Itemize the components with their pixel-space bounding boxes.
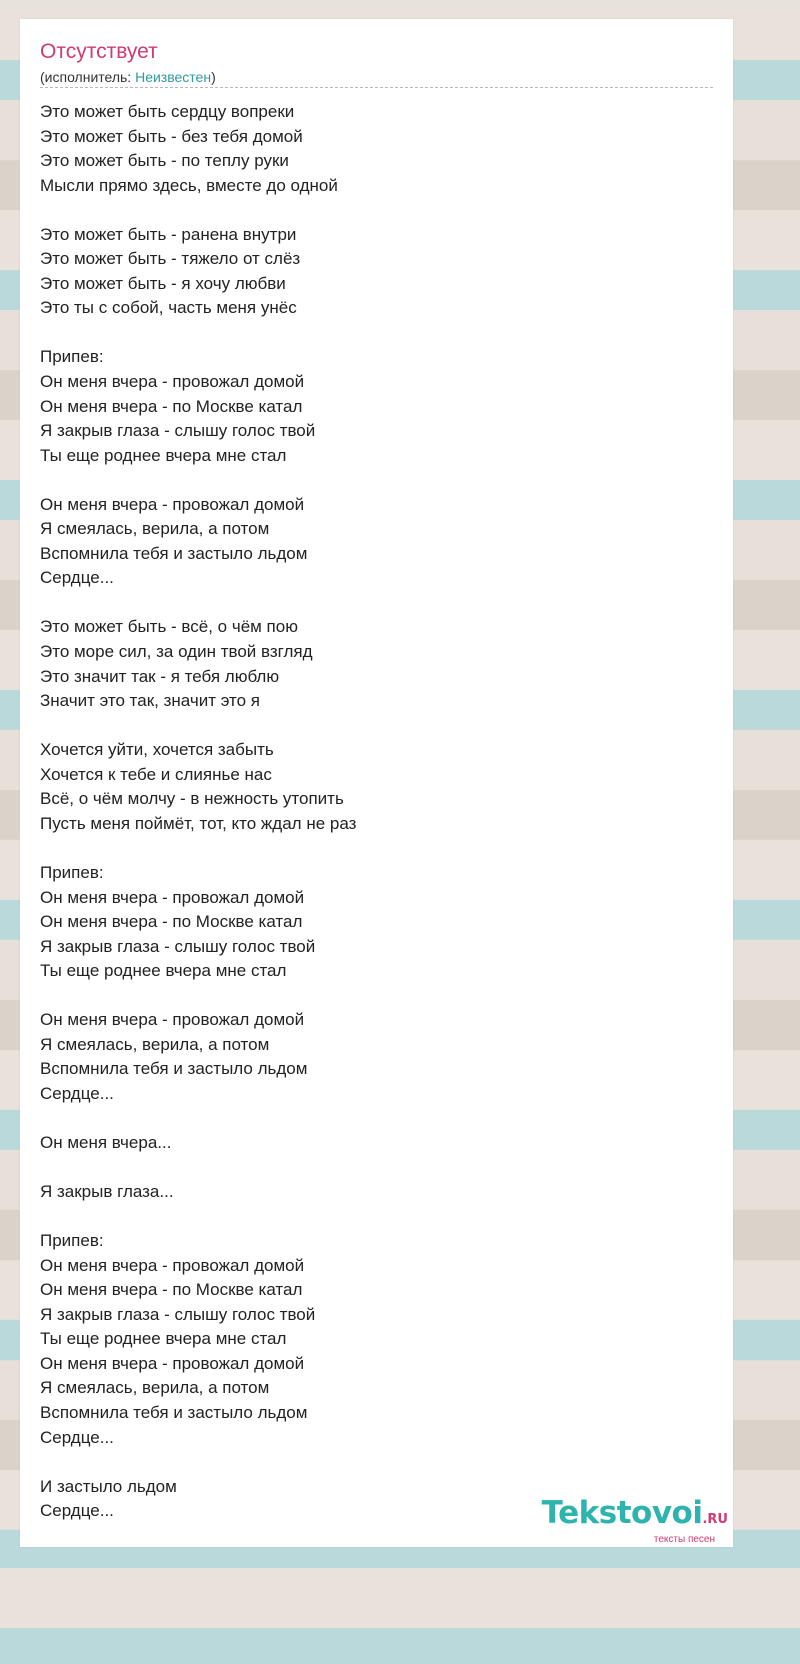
lyrics-blank-line (40, 321, 680, 346)
artist-link[interactable]: Неизвестен (135, 69, 212, 85)
lyrics-line: Припев: (40, 347, 104, 367)
lyrics-blank-line (40, 1205, 680, 1230)
performer-line (40, 69, 216, 85)
lyrics-blank-line (40, 836, 680, 861)
lyrics-line: Он меня вчера - провожал домой (40, 1255, 305, 1275)
lyrics-line: Это может быть - я хочу любви (40, 273, 286, 293)
dashed-divider (40, 87, 713, 88)
lyrics-line: Это море сил, за один твой взгляд (40, 642, 313, 662)
lyrics-line: Это может быть - без тебя домой (40, 126, 303, 146)
site-logo[interactable] (542, 1497, 728, 1545)
lyrics-line: Это ты с собой, часть меня унёс (40, 298, 297, 318)
lyrics-line: Я смеялась, верила, а потом (40, 1378, 270, 1398)
lyrics-line: Я закрыв глаза... (40, 1182, 174, 1202)
lyrics-line: Вспомнила тебя и застыло льдом (40, 543, 308, 563)
lyrics-line: Я закрыв глаза - слышу голос твой (40, 1304, 316, 1324)
lyrics-line: Он меня вчера - провожал домой (40, 1010, 305, 1030)
lyrics-line: Припев: (40, 862, 104, 882)
lyrics-blank-line (40, 198, 680, 223)
lyrics-line: Он меня вчера - провожал домой (40, 494, 305, 514)
lyrics-line: Хочется к тебе и слиянье нас (40, 764, 272, 784)
lyrics-blank-line (40, 984, 680, 1009)
lyrics-line: Это может быть - всё, о чём пою (40, 617, 298, 637)
lyrics-sheet (20, 19, 733, 1547)
lyrics-line: Это может быть - по теплу руки (40, 151, 289, 171)
lyrics-line: Я смеялась, верила, а потом (40, 1034, 270, 1054)
logo-suffix: .RU (702, 1512, 728, 1527)
performer-prefix: (исполнитель: (40, 69, 136, 85)
lyrics-line: Припев: (40, 1231, 104, 1251)
performer-suffix: ) (211, 69, 216, 85)
song-title: Отсутствует (40, 40, 158, 63)
lyrics-blank-line (40, 1450, 680, 1475)
lyrics-line: Вспомнила тебя и застыло льдом (40, 1402, 308, 1422)
lyrics-line: Я закрыв глаза - слышу голос твой (40, 936, 316, 956)
lyrics-line: Это может быть - ранена внутри (40, 224, 297, 244)
lyrics-line: Значит это так, значит это я (40, 691, 261, 711)
lyrics-blank-line (40, 468, 680, 493)
lyrics-line: Я закрыв глаза - слышу голос твой (40, 421, 316, 441)
lyrics-line: Это может быть сердцу вопреки (40, 102, 295, 121)
lyrics-line: Он меня вчера - провожал домой (40, 1353, 305, 1373)
lyrics-blank-line (40, 591, 680, 616)
lyrics-line: Вспомнила тебя и застыло льдом (40, 1059, 308, 1079)
lyrics-line: Пусть меня поймёт, тот, кто ждал не раз (40, 813, 357, 833)
lyrics-line: Это значит так - я тебя люблю (40, 666, 280, 686)
lyrics-line: Он меня вчера - по Москве катал (40, 396, 303, 416)
lyrics-line: Это может быть - тяжело от слёз (40, 249, 301, 269)
logo-name: Tekstovoi (541, 1495, 703, 1531)
lyrics-blank-line (40, 1156, 680, 1181)
lyrics-line: Сердце... (40, 1083, 114, 1103)
lyrics-line: Мысли прямо здесь, вместе до одной (40, 175, 338, 195)
lyrics-line: Он меня вчера - по Москве катал (40, 1280, 303, 1300)
lyrics-line: Сердце... (40, 568, 114, 588)
lyrics-blank-line (40, 714, 680, 739)
lyrics-line: Ты еще роднее вчера мне стал (40, 961, 287, 981)
lyrics-line: Он меня вчера... (40, 1132, 172, 1152)
lyrics-line: Он меня вчера - провожал домой (40, 372, 305, 392)
lyrics-line: Ты еще роднее вчера мне стал (40, 445, 287, 465)
lyrics-line: И застыло льдом (40, 1476, 177, 1496)
lyrics-blank-line (40, 1106, 680, 1131)
lyrics-line: Он меня вчера - провожал домой (40, 887, 305, 907)
logo-tagline: тексты песен (653, 1534, 715, 1545)
lyrics-line: Ты еще роднее вчера мне стал (40, 1329, 287, 1349)
lyrics-line: Сердце... (40, 1501, 114, 1521)
logo-wordmark (542, 1497, 728, 1536)
lyrics-body (40, 100, 680, 1524)
lyrics-line: Всё, о чём молчу - в нежность утопить (40, 789, 344, 809)
lyrics-line: Я смеялась, верила, а потом (40, 519, 270, 539)
lyrics-line: Он меня вчера - по Москве катал (40, 912, 303, 932)
lyrics-line: Сердце... (40, 1427, 114, 1447)
lyrics-line: Хочется уйти, хочется забыть (40, 740, 274, 760)
